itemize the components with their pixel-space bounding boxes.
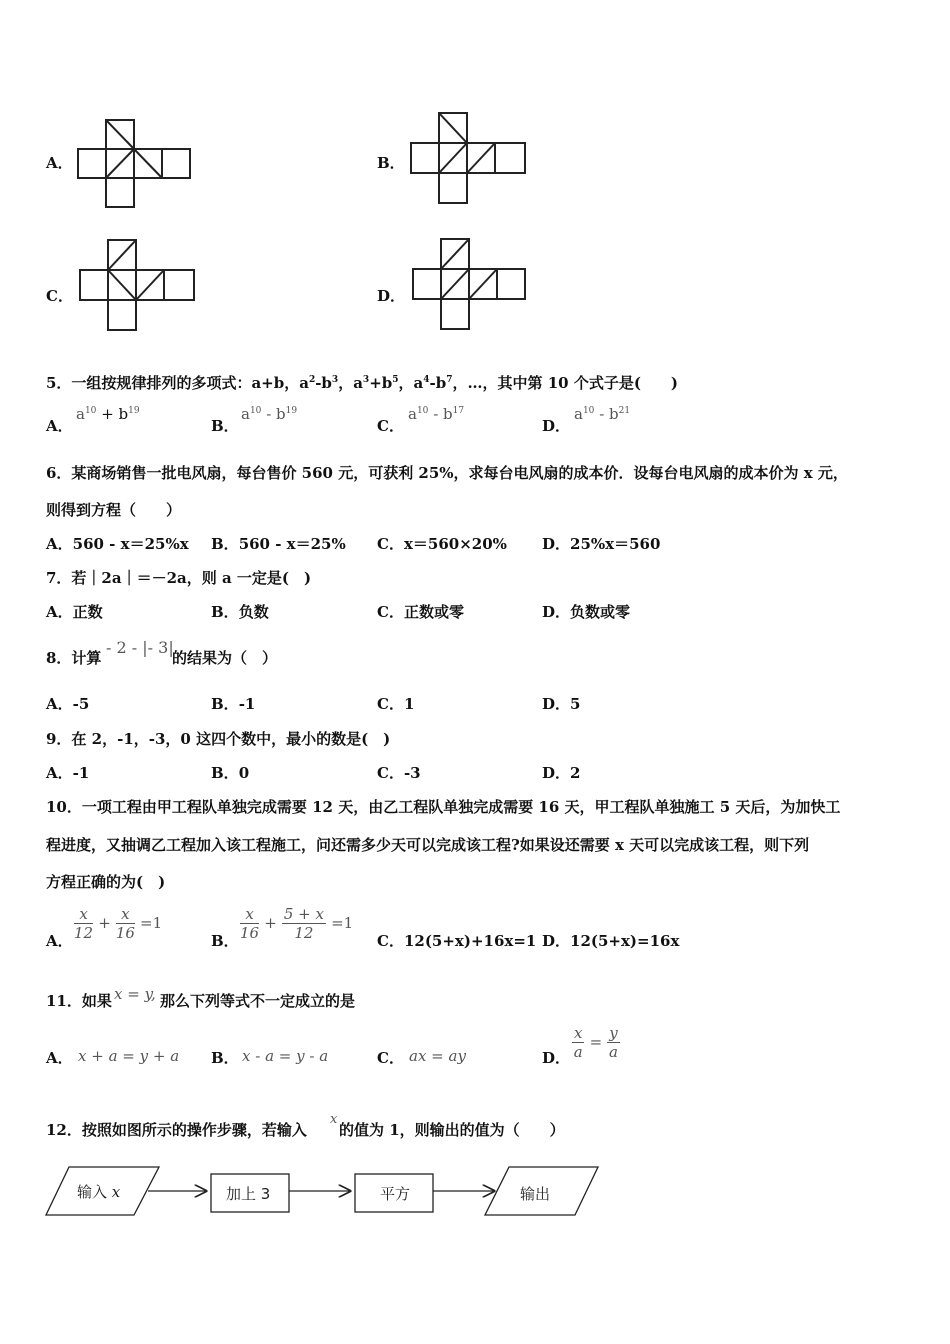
q9-stem: 9．在 2，-1，-3，0 这四个数中，最小的数是( ) [46, 730, 391, 748]
q10-option-d[interactable]: D．12(5+x)=16x [542, 932, 680, 950]
q4-option-c-net [78, 238, 198, 332]
flow-output-box [485, 1167, 598, 1215]
q5-option-b-expr: $a^{10} - b^{19}$ [241, 405, 298, 423]
q4-option-c-label[interactable]: C． [46, 287, 73, 305]
q5-stem: 5．一组按规律排列的多项式：a+b，$a^2-b^3$，$a^3+b^5$，$a^4-b^7$，…，其中第 10 个式子是( ) [46, 374, 679, 392]
q8-expression: - 2 - |- 3| [106, 638, 174, 657]
q11-option-c-expr: ax = ay [409, 1047, 466, 1065]
q8-option-c[interactable]: C．1 [377, 695, 415, 713]
q8-stem-post: 的结果为（ ） [172, 649, 278, 667]
q7-option-c[interactable]: C．正数或零 [377, 603, 464, 621]
q11-option-d-label[interactable]: D． [542, 1049, 571, 1067]
q4-option-a-label[interactable]: A． [46, 154, 73, 172]
q6-option-d[interactable]: D．25%x＝560 [542, 535, 661, 553]
q7-stem: 7．若｜2a｜＝－2a，则 a 一定是( ) [46, 569, 312, 587]
q7-option-a[interactable]: A．正数 [46, 603, 103, 621]
q5-option-d-expr: $a^{10} - b^{21}$ [574, 405, 631, 423]
q10-option-b-expr: $\frac{x}{16}$ + $\frac{5 + x}{12}$ =1 [240, 905, 354, 942]
q6-option-b[interactable]: B．560 - x＝25% [211, 535, 346, 553]
q9-option-d[interactable]: D．2 [542, 764, 581, 782]
q8-stem-pre: 8．计算 [46, 649, 102, 667]
flow-input-var: x [111, 1183, 121, 1201]
q10-stem-line3: 方程正确的为( ) [46, 873, 166, 891]
q11-stem-post: 那么下列等式不一定成立的是 [160, 992, 356, 1010]
svg-text:输入 x [77, 1183, 121, 1201]
q6-stem-line1: 6．某商场销售一批电风扇，每台售价 560 元，可获利 25%，求每台电风扇的成本价．设每台电风扇的成本价为 x 元， [46, 464, 848, 482]
flow-step2-label: 平方 [380, 1185, 411, 1203]
q11-option-d-expr: $\frac{x}{a}$ = $\frac{y}{a}$ [573, 1024, 618, 1061]
q4-option-a-net [74, 118, 194, 210]
q6-option-a[interactable]: A．560 - x＝25%x [46, 535, 189, 553]
q8-option-b[interactable]: B．-1 [211, 695, 256, 713]
q5-option-c[interactable]: C． [377, 417, 404, 435]
q11-option-c-label[interactable]: C． [377, 1049, 404, 1067]
q12-stem-pre: 12．按照如图所示的操作步骤，若输入 [46, 1121, 307, 1139]
q6-option-c[interactable]: C．x＝560×20% [377, 535, 507, 553]
q9-option-c[interactable]: C．-3 [377, 764, 421, 782]
q11-option-a-label[interactable]: A． [46, 1049, 73, 1067]
q8-option-d[interactable]: D．5 [542, 695, 581, 713]
q10-stem-line2: 程进度，又抽调乙工程加入该工程施工，问还需多少天可以完成该工程?如果设还需要 x 天可以完成该工程，则下列 [46, 836, 810, 854]
q7-option-d[interactable]: D．负数或零 [542, 603, 631, 621]
q12-flowchart [44, 1164, 604, 1220]
q5-option-c-expr: $a^{10} - b^{17}$ [408, 405, 465, 423]
q12-variable: x [330, 1112, 338, 1127]
q11-option-b-label[interactable]: B． [211, 1049, 239, 1067]
flow-step2-box [355, 1174, 433, 1212]
q11-stem-pre: 11．如果 [46, 992, 112, 1010]
q10-option-b-label[interactable]: B． [211, 932, 239, 950]
q4-option-d-net [408, 236, 530, 332]
q11-option-a-expr: x + a = y + a [78, 1047, 180, 1065]
q11-option-b-expr: x - a = y - a [242, 1047, 329, 1065]
q6-stem-line2: 则得到方程（ ） [46, 501, 182, 519]
q11-expression: x = y, [114, 985, 156, 1003]
q5-option-b[interactable]: B． [211, 417, 239, 435]
q4-option-d-label[interactable]: D． [377, 287, 406, 305]
q8-option-a[interactable]: A．-5 [46, 695, 90, 713]
q5-option-a-expr: $a^{10} + b^{19}$ [76, 405, 140, 423]
q10-option-a-label[interactable]: A． [46, 932, 73, 950]
flow-input-label: 输入 [77, 1183, 108, 1201]
flow-step1-box [211, 1174, 289, 1212]
flow-output-label: 输出 [520, 1185, 551, 1203]
q5-option-a[interactable]: A． [46, 417, 73, 435]
q10-stem-line1: 10．一项工程由甲工程队单独完成需要 12 天，由乙工程队单独完成需要 16 天，甲工程队单独施工 5 天后，为加快工 [46, 798, 841, 816]
q9-option-b[interactable]: B．0 [211, 764, 250, 782]
q7-option-b[interactable]: B．负数 [211, 603, 269, 621]
flow-input-box [46, 1167, 159, 1215]
q5-option-d[interactable]: D． [542, 417, 571, 435]
q4-option-b-label[interactable]: B． [377, 154, 405, 172]
q9-option-a[interactable]: A．-1 [46, 764, 90, 782]
q10-option-c[interactable]: C．12(5+x)+16x=1 [377, 932, 537, 950]
q4-option-b-net [408, 110, 530, 206]
flow-step1-label: 加上 3 [226, 1185, 271, 1203]
q10-option-a-expr: $\frac{x}{12}$ + $\frac{x}{16}$ =1 [74, 905, 163, 942]
q12-stem-post: 的值为 1，则输出的值为（ ） [339, 1121, 565, 1139]
